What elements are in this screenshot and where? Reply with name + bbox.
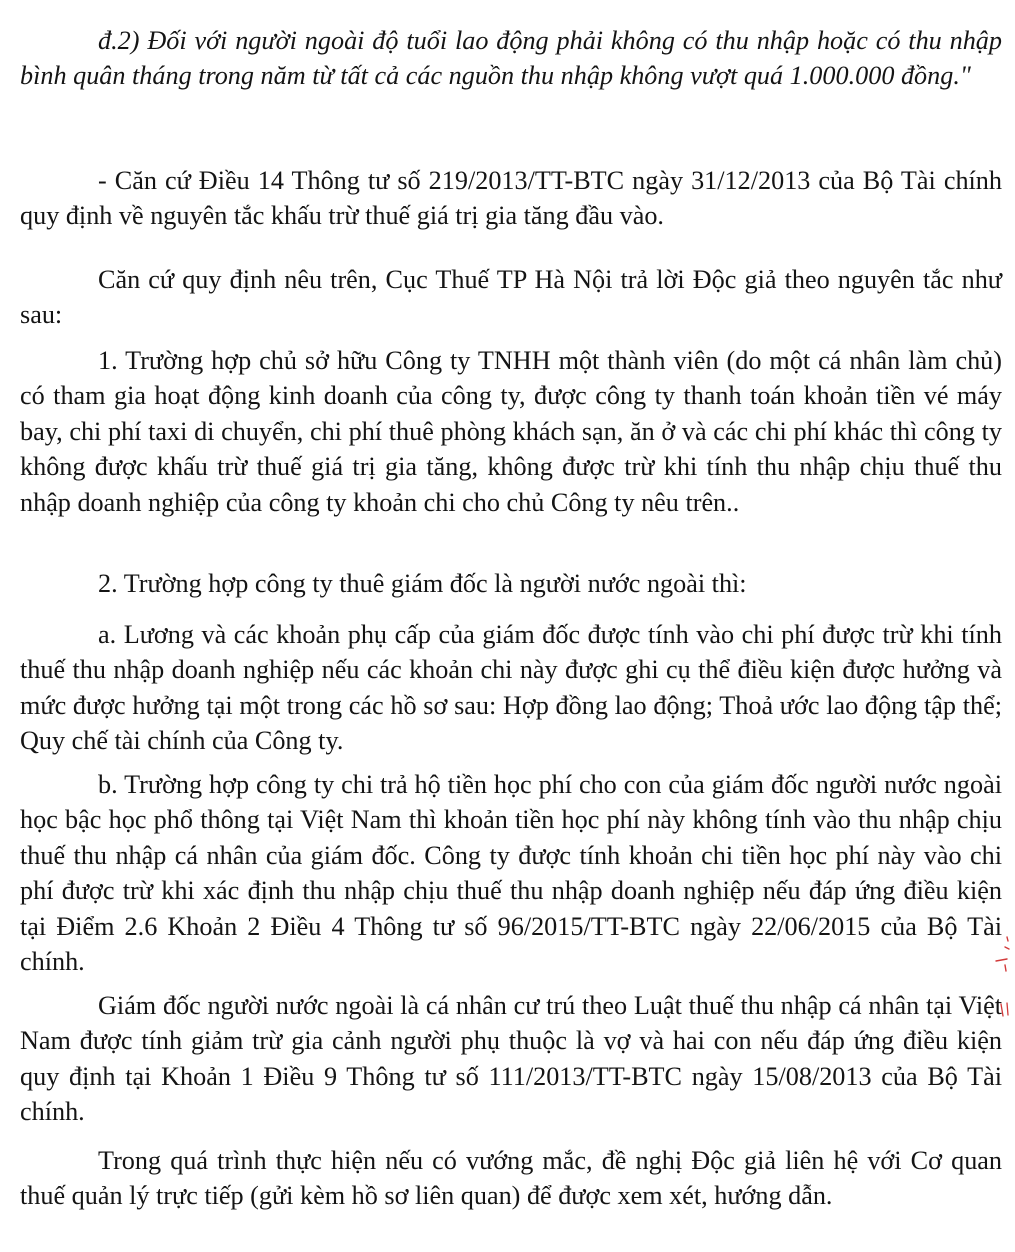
paragraph-family-deduction: Giám đốc người nước ngoài là cá nhân cư trú theo Luật thuế thu nhập cá nhân tại Việt Nam được tính giảm trừ gia cảnh người phụ thuộc là vợ và hai con nếu đáp ứng điều kiện quy định tại Khoản 1 Điều 9 Thông tư số 111/2013/TT-BTC ngày 15/08/2013 của Bộ Tài chính. (20, 991, 1002, 1127)
paragraph-legal-basis-article-14: - Căn cứ Điều 14 Thông tư số 219/2013/TT-BTC ngày 31/12/2013 của Bộ Tài chính quy định về nguyên tắc khấu trừ thuế giá trị gia tăng đầu vào. (20, 166, 1002, 231)
paragraph-closing-contact: Trong quá trình thực hiện nếu có vướng mắc, đề nghị Độc giả liên hệ với Cơ quan thuế quản lý trực tiếp (gửi kèm hồ sơ liên quan) để được xem xét, hướng dẫn. (20, 1146, 1002, 1211)
paragraph-item-2a-salary: a. Lương và các khoản phụ cấp của giám đốc được tính vào chi phí được trừ khi tính thuế thu nhập doanh nghiệp nếu các khoản chi này được ghi cụ thể điều kiện được hưởng và mức được hưởng tại một trong các hồ sơ sau: Hợp đồng lao động; Thoả ước lao động tập thể; Quy chế tài chính của Công ty. (20, 620, 1002, 756)
paragraph-item-1-owner-expenses: 1. Trường hợp chủ sở hữu Công ty TNHH một thành viên (do một cá nhân làm chủ) có tham gia hoạt động kinh doanh của công ty, được công ty thanh toán khoản tiền vé máy bay, chi phí taxi di chuyển, chi phí thuê phòng khách sạn, ăn ở và các chi phí khác thì công ty không được khấu trừ thuế giá trị gia tăng, không được trừ khi tính thu nhập chịu thuế thu nhập doanh nghiệp của công ty khoản chi cho chủ Công ty nêu trên.. (20, 346, 1002, 517)
paragraph-response-intro: Căn cứ quy định nêu trên, Cục Thuế TP Hà Nội trả lời Độc giả theo nguyên tắc như sau: (20, 265, 1002, 330)
paragraph-item-2b-tuition: b. Trường hợp công ty chi trả hộ tiền học phí cho con của giám đốc người nước ngoài học bậc học phổ thông tại Việt Nam thì khoản tiền học phí này không tính vào thu nhập chịu thuế thu nhập cá nhân của giám đốc. Công ty được tính khoản chi tiền học phí này vào chi phí được trừ khi xác định thu nhập chịu thuế thu nhập doanh nghiệp nếu đáp ứng điều kiện tại Điểm 2.6 Khoản 2 Điều 4 Thông tư số 96/2015/TT-BTC ngày 22/06/2015 của Bộ Tài chính. (20, 770, 1002, 977)
paragraph-quoted-clause-d2: đ.2) Đối với người ngoài độ tuổi lao động phải không có thu nhập hoặc có thu nhập bình quân tháng trong năm từ tất cả các nguồn thu nhập không vượt quá 1.000.000 đồng." (20, 26, 1002, 91)
paragraph-item-2-foreign-director: 2. Trường hợp công ty thuê giám đốc là người nước ngoài thì: (98, 569, 747, 598)
